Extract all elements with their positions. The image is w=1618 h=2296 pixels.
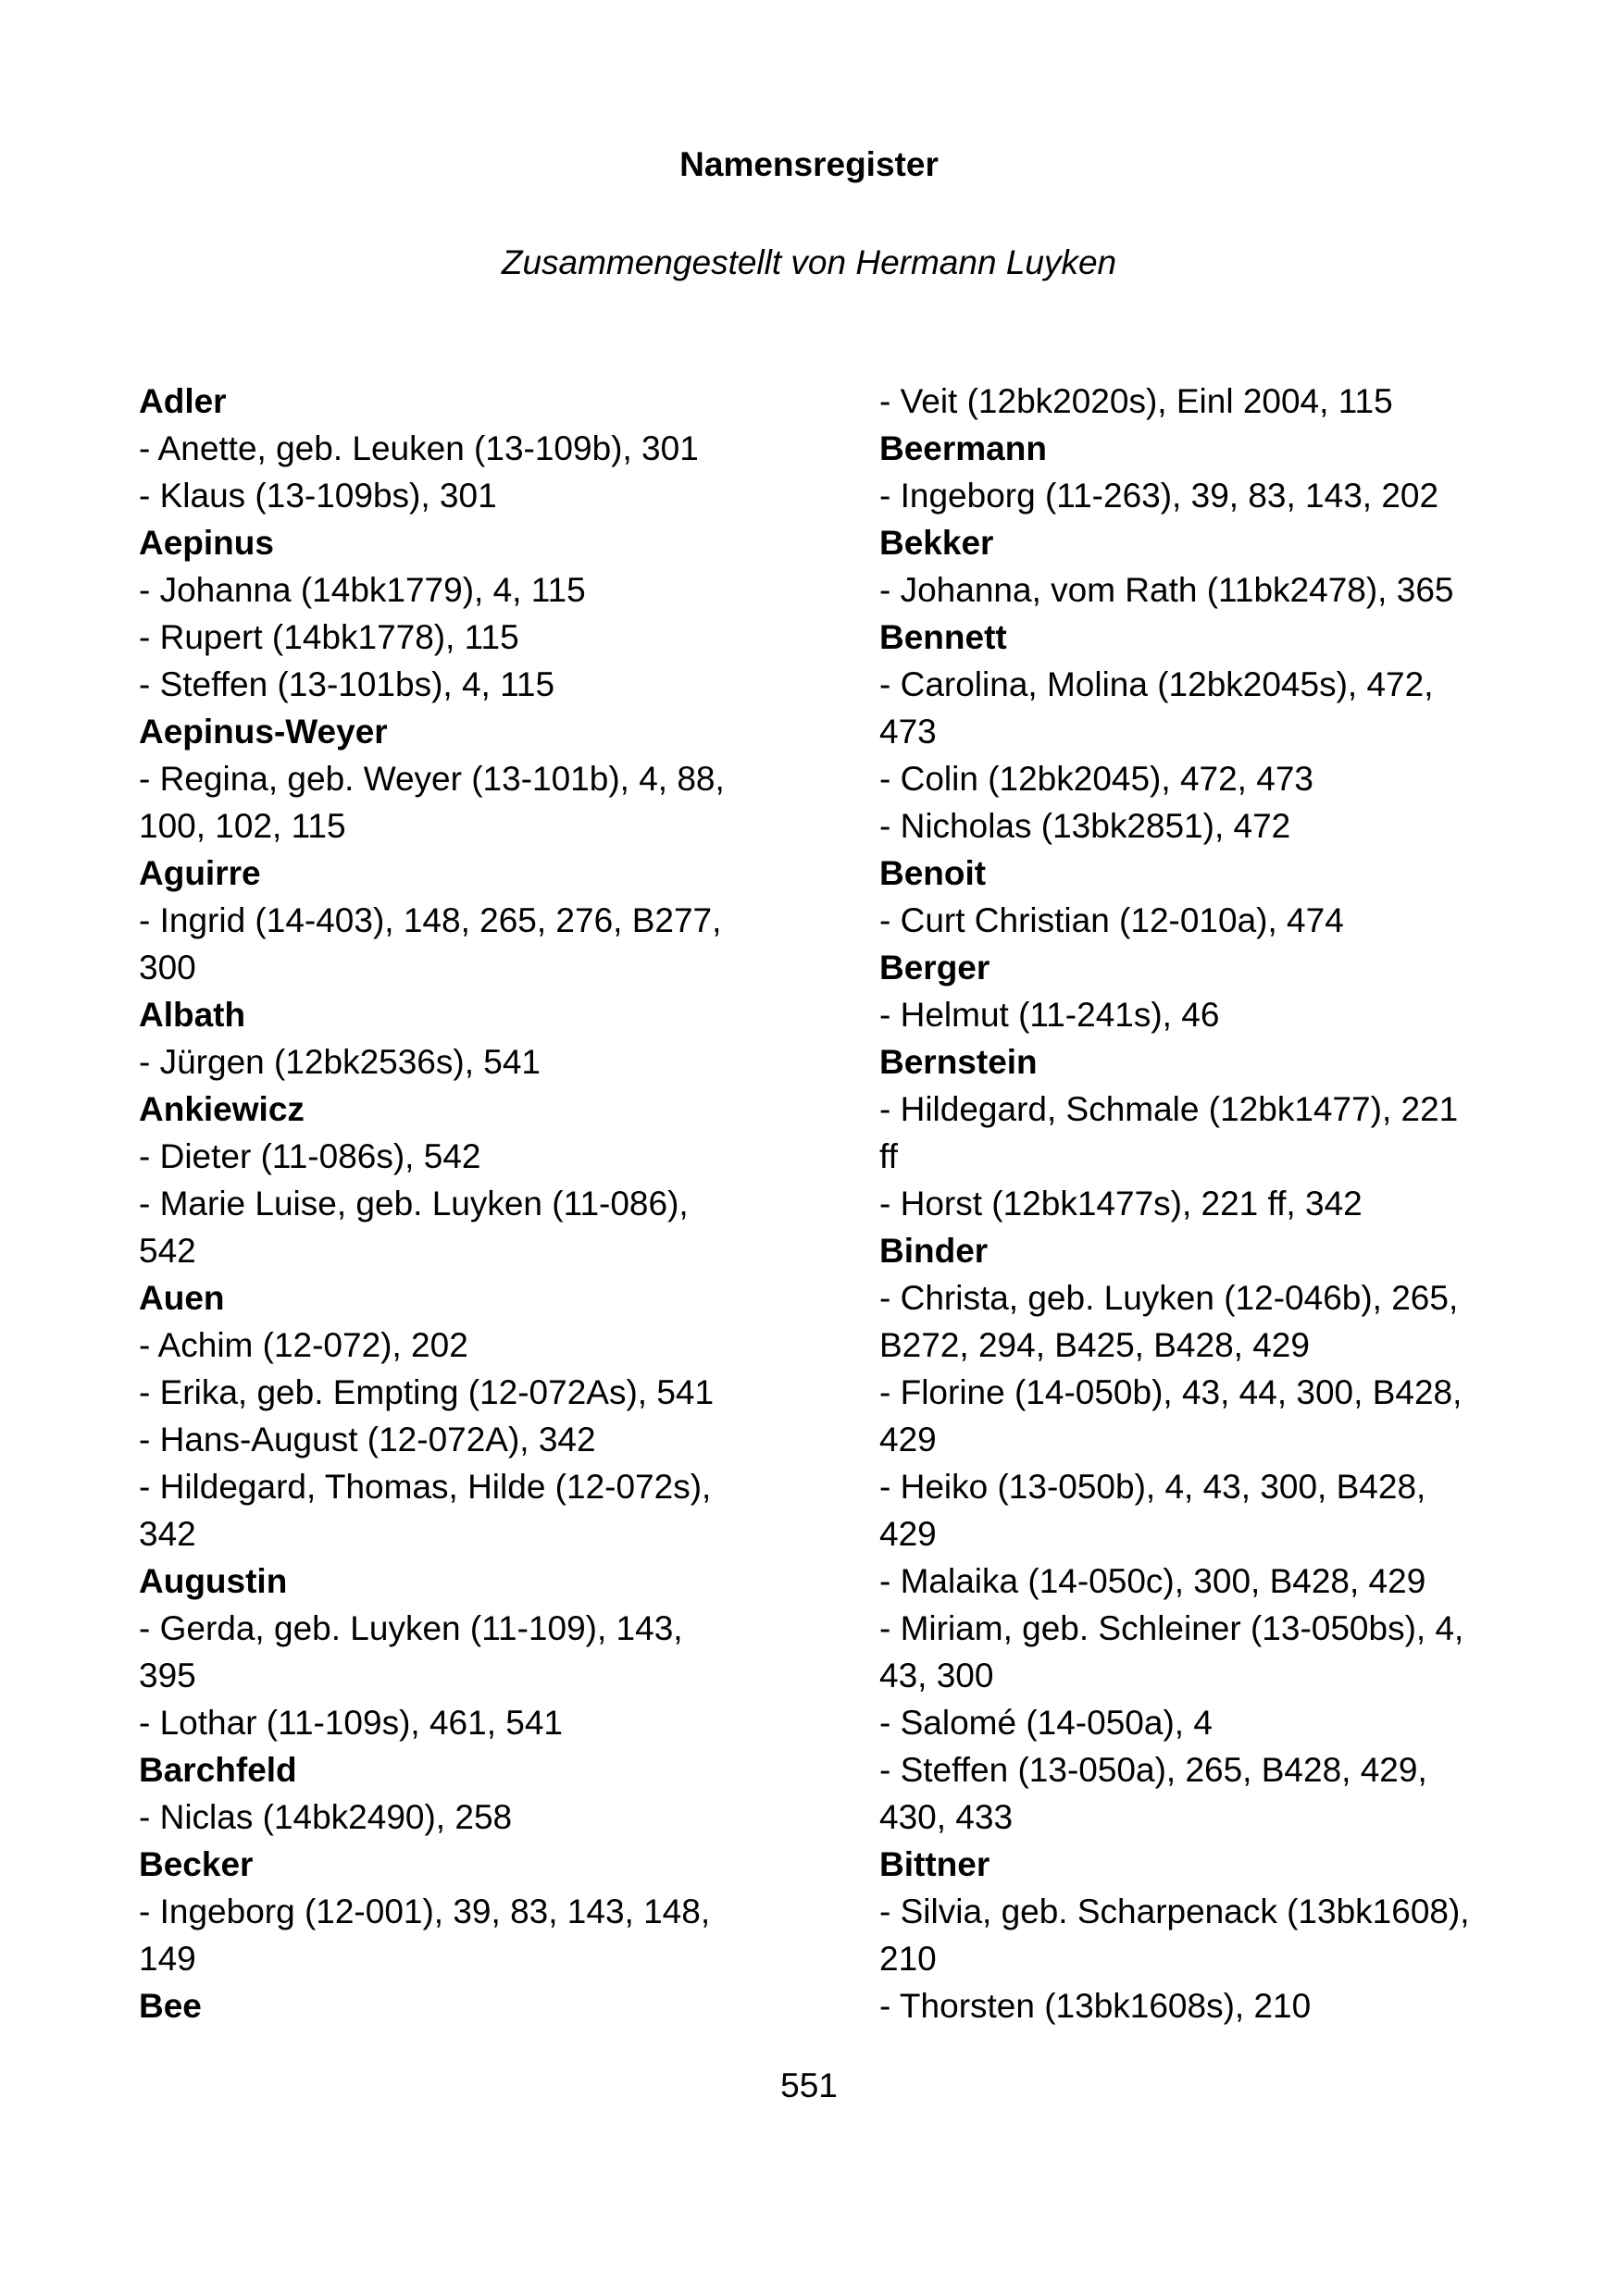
surname-heading: Binder — [879, 1232, 989, 1270]
index-entry: - Steffen (13-050a), 265, B428, 429, — [879, 1751, 1427, 1789]
index-entry: 429 — [879, 1421, 937, 1458]
index-entry: - Johanna (14bk1779), 4, 115 — [139, 571, 586, 609]
index-entry: - Salomé (14-050a), 4 — [879, 1704, 1213, 1742]
surname-heading: Aepinus-Weyer — [139, 713, 388, 751]
index-entry: 395 — [139, 1657, 196, 1694]
index-column-left — [139, 378, 741, 2029]
page-number: 551 — [780, 2066, 838, 2104]
index-entry: 43, 300 — [879, 1657, 994, 1694]
index-entry: - Hildegard, Schmale (12bk1477), 221 — [879, 1090, 1459, 1128]
index-entry: - Jürgen (12bk2536s), 541 — [139, 1043, 541, 1081]
page-subtitle: Zusammengestellt von Hermann Luyken — [501, 243, 1117, 281]
index-entry: 429 — [879, 1515, 937, 1553]
index-entry: - Horst (12bk1477s), 221 ff, 342 — [879, 1185, 1363, 1222]
index-entry: - Steffen (13-101bs), 4, 115 — [139, 665, 555, 703]
index-entry: 473 — [879, 713, 937, 751]
surname-heading: Benoit — [879, 854, 987, 892]
surname-heading: Berger — [879, 949, 990, 987]
index-entry: - Lothar (11-109s), 461, 541 — [139, 1704, 563, 1742]
index-entry: - Miriam, geb. Schleiner (13-050bs), 4, — [879, 1609, 1464, 1647]
surname-heading: Bekker — [879, 524, 994, 562]
surname-heading: Aguirre — [139, 854, 261, 892]
index-entry: ff — [879, 1137, 898, 1175]
index-entry: B272, 294, B425, B428, 429 — [879, 1326, 1310, 1364]
index-entry: - Klaus (13-109bs), 301 — [139, 477, 497, 515]
index-entry: 542 — [139, 1232, 196, 1270]
surname-heading: Aepinus — [139, 524, 274, 562]
surname-heading: Ankiewicz — [139, 1090, 305, 1128]
surname-heading: Auen — [139, 1279, 225, 1317]
index-entry: - Hans-August (12-072A), 342 — [139, 1421, 596, 1458]
index-entry: 210 — [879, 1940, 937, 1978]
index-entry: 300 — [139, 949, 196, 987]
index-entry: - Rupert (14bk1778), 115 — [139, 618, 519, 656]
index-entry: - Helmut (11-241s), 46 — [879, 996, 1220, 1034]
index-column-right — [879, 378, 1490, 2029]
surname-heading: Albath — [139, 996, 246, 1034]
index-entry: - Hildegard, Thomas, Hilde (12-072s), — [139, 1468, 712, 1506]
index-entry: - Nicholas (13bk2851), 472 — [879, 807, 1291, 845]
surname-heading: Bennett — [879, 618, 1007, 656]
surname-heading: Bee — [139, 1987, 202, 2025]
index-entry: - Anette, geb. Leuken (13-109b), 301 — [139, 429, 699, 467]
surname-heading: Augustin — [139, 1562, 288, 1600]
index-entry: - Regina, geb. Weyer (13-101b), 4, 88, — [139, 760, 725, 798]
index-entry: - Thorsten (13bk1608s), 210 — [879, 1987, 1312, 2025]
index-entry: 342 — [139, 1515, 196, 1553]
index-entry: - Dieter (11-086s), 542 — [139, 1137, 481, 1175]
index-entry: - Erika, geb. Empting (12-072As), 541 — [139, 1373, 715, 1411]
surname-heading: Barchfeld — [139, 1751, 297, 1789]
surname-heading: Adler — [139, 382, 227, 420]
index-entry: - Heiko (13-050b), 4, 43, 300, B428, — [879, 1468, 1426, 1506]
index-entry: - Ingrid (14-403), 148, 265, 276, B277, — [139, 901, 722, 939]
index-entry: - Gerda, geb. Luyken (11-109), 143, — [139, 1609, 683, 1647]
surname-heading: Bernstein — [879, 1043, 1038, 1081]
index-entry: 149 — [139, 1940, 196, 1978]
surname-heading: Beermann — [879, 429, 1047, 467]
index-entry: - Carolina, Molina (12bk2045s), 472, — [879, 665, 1434, 703]
index-entry: 430, 433 — [879, 1798, 1014, 1836]
index-entry: - Silvia, geb. Scharpenack (13bk1608), — [879, 1893, 1470, 1930]
index-entry: - Christa, geb. Luyken (12-046b), 265, — [879, 1279, 1459, 1317]
index-entry: - Florine (14-050b), 43, 44, 300, B428, — [879, 1373, 1462, 1411]
index-entry: - Ingeborg (11-263), 39, 83, 143, 202 — [879, 477, 1439, 515]
index-entry: - Veit (12bk2020s), Einl 2004, 115 — [879, 382, 1393, 420]
index-entry: - Malaika (14-050c), 300, B428, 429 — [879, 1562, 1426, 1600]
surname-heading: Becker — [139, 1845, 254, 1883]
index-entry: - Achim (12-072), 202 — [139, 1326, 468, 1364]
index-entry: 100, 102, 115 — [139, 807, 346, 845]
index-entry: - Colin (12bk2045), 472, 473 — [879, 760, 1313, 798]
surname-heading: Bittner — [879, 1845, 990, 1883]
index-entry: - Marie Luise, geb. Luyken (11-086), — [139, 1185, 689, 1222]
index-entry: - Ingeborg (12-001), 39, 83, 143, 148, — [139, 1893, 711, 1930]
index-entry: - Curt Christian (12-010a), 474 — [879, 901, 1344, 939]
index-entry: - Niclas (14bk2490), 258 — [139, 1798, 513, 1836]
page-title: Namensregister — [679, 145, 939, 183]
index-entry: - Johanna, vom Rath (11bk2478), 365 — [879, 571, 1454, 609]
